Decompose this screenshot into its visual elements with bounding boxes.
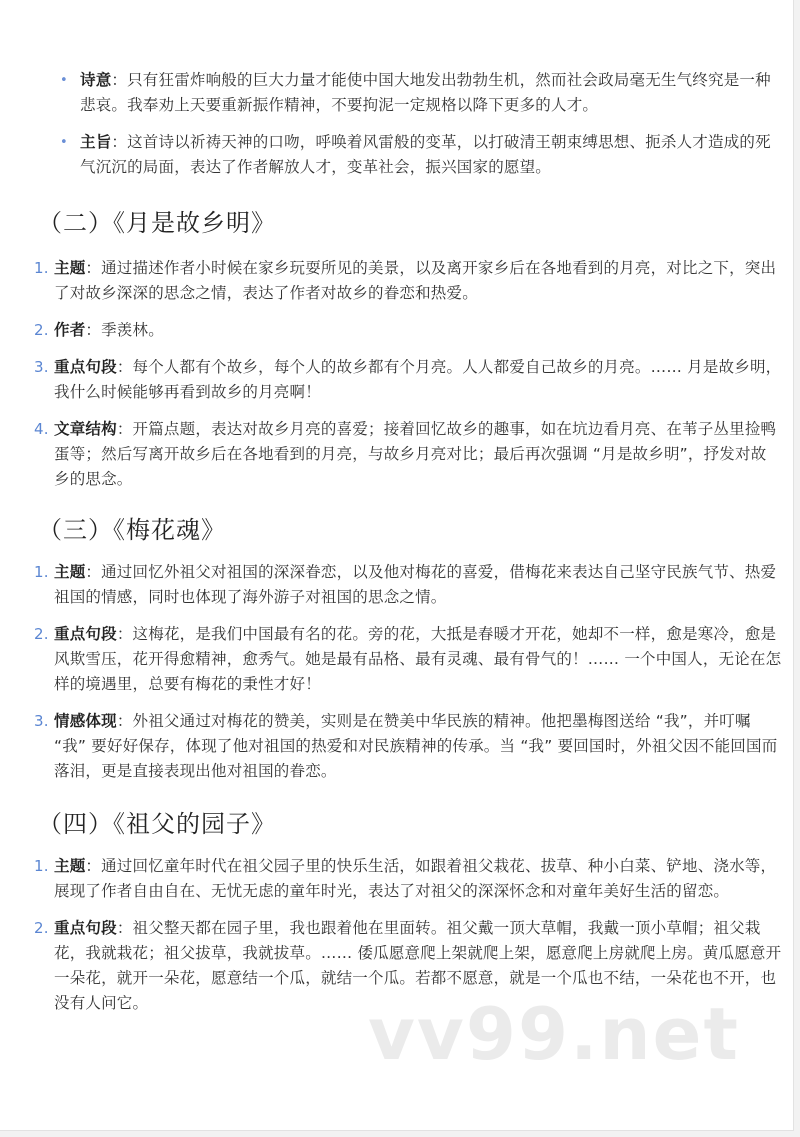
numbered-list bbox=[34, 854, 782, 1028]
item-label: 主题 bbox=[54, 857, 86, 875]
bullet-item-poetic-meaning bbox=[58, 68, 778, 118]
list-item bbox=[34, 560, 782, 610]
numbered-list bbox=[34, 256, 782, 504]
item-text: ：祖父整天都在园子里，我也跟着他在里面转。祖父戴一顶大草帽，我戴一顶小草帽；祖父栽花，我就栽花；祖父拔草，我就拔草。…… 倭瓜愿意爬上架就爬上架，愿意爬上房就爬上房。黄瓜愿意开一朵花，就开一朵花，愿意结一个瓜，就结一个瓜。若都不愿意，就是一个瓜也不结，一朵花也不开，也没有人问它。 bbox=[54, 919, 782, 1012]
item-label: 文章结构 bbox=[54, 420, 117, 438]
list-number: 3. bbox=[34, 358, 49, 376]
list-number: 2. bbox=[34, 625, 49, 643]
item-text: ：通过描述作者小时候在家乡玩耍所见的美景，以及离开家乡后在各地看到的月亮，对比之下，突出了对故乡深深的思念之情，表达了作者对故乡的眷恋和热爱。 bbox=[54, 259, 777, 302]
item-text: ：只有狂雷炸响般的巨大力量才能使中国大地发出勃勃生机，然而社会政局毫无生气终究是一种悲哀。我奉劝上天要重新振作精神，不要拘泥一定规格以降下更多的人才。 bbox=[80, 71, 771, 114]
item-label: 诗意 bbox=[80, 71, 112, 89]
bullet-item-theme bbox=[58, 130, 778, 180]
item-text: ：开篇点题，表达对故乡月亮的喜爱；接着回忆故乡的趣事，如在坑边看月亮、在苇子丛里捡鸭蛋等；然后写离开故乡后在各地看到的月亮，与故乡月亮对比；最后再次强调 “月是故乡明”，抒发对故乡的思念。 bbox=[54, 420, 777, 488]
section-title: （二）《月是故乡明》 bbox=[38, 209, 276, 237]
item-label: 主题 bbox=[54, 259, 86, 277]
bullet-icon: • bbox=[60, 135, 68, 150]
list-item bbox=[34, 709, 782, 784]
list-number: 2. bbox=[34, 919, 49, 937]
list-number: 1. bbox=[34, 857, 49, 875]
list-item bbox=[34, 256, 782, 306]
list-item bbox=[34, 916, 782, 1016]
list-number: 1. bbox=[34, 563, 49, 581]
item-label: 作者 bbox=[54, 321, 86, 339]
item-text: ：每个人都有个故乡，每个人的故乡都有个月亮。人人都爱自己故乡的月亮。…… 月是故乡明，我什么时候能够再看到故乡的月亮啊！ bbox=[54, 358, 782, 401]
item-label: 重点句段 bbox=[54, 919, 117, 937]
item-label: 重点句段 bbox=[54, 358, 117, 376]
list-item bbox=[34, 318, 782, 343]
item-label: 主旨 bbox=[80, 133, 112, 151]
numbered-list bbox=[34, 560, 782, 796]
bullet-icon: • bbox=[60, 73, 68, 88]
item-text: ：这首诗以祈祷天神的口吻，呼唤着风雷般的变革，以打破清王朝束缚思想、扼杀人才造成的死气沉沉的局面，表达了作者解放人才，变革社会，振兴国家的愿望。 bbox=[80, 133, 771, 176]
item-text: ：通过回忆外祖父对祖国的深深眷恋，以及他对梅花的喜爱，借梅花来表达自己坚守民族气节、热爱祖国的情感，同时也体现了海外游子对祖国的思念之情。 bbox=[54, 563, 777, 606]
section-title: （四）《祖父的园子》 bbox=[38, 810, 276, 838]
item-label: 主题 bbox=[54, 563, 86, 581]
item-label: 重点句段 bbox=[54, 625, 117, 643]
item-text: ：通过回忆童年时代在祖父园子里的快乐生活，如跟着祖父栽花、拔草、种小白菜、铲地、浇水等，展现了作者自由自在、无忧无虑的童年时光，表达了对祖父的深深怀念和对童年美好生活的留恋。 bbox=[54, 857, 777, 900]
item-text: ：季羡林。 bbox=[85, 321, 164, 339]
item-label: 情感体现 bbox=[54, 712, 117, 730]
watermark: vv99.net bbox=[368, 992, 740, 1076]
list-number: 2. bbox=[34, 321, 49, 339]
list-number: 1. bbox=[34, 259, 49, 277]
list-item bbox=[34, 622, 782, 697]
item-text: ：外祖父通过对梅花的赞美，实则是在赞美中华民族的精神。他把墨梅图送给 “我”，并叮嘱 “我” 要好好保存，体现了他对祖国的热爱和对民族精神的传承。当 “我” 要回国时，外祖父因不能回国而落泪，更是直接表现出他对祖国的眷恋。 bbox=[54, 712, 778, 780]
list-number: 3. bbox=[34, 712, 49, 730]
item-text: ：这梅花，是我们中国最有名的花。旁的花，大抵是春暖才开花，她却不一样，愈是寒冷，愈是风欺雪压，花开得愈精神，愈秀气。她是最有品格、最有灵魂、最有骨气的！…… 一个中国人，无论在怎样的境遇里，总要有梅花的秉性才好！ bbox=[54, 625, 782, 693]
section-title: （三）《梅花魂》 bbox=[38, 516, 226, 544]
list-item bbox=[34, 854, 782, 904]
intro-bullet-list bbox=[58, 68, 778, 192]
list-number: 4. bbox=[34, 420, 49, 438]
list-item bbox=[34, 417, 782, 492]
list-item bbox=[34, 355, 782, 405]
